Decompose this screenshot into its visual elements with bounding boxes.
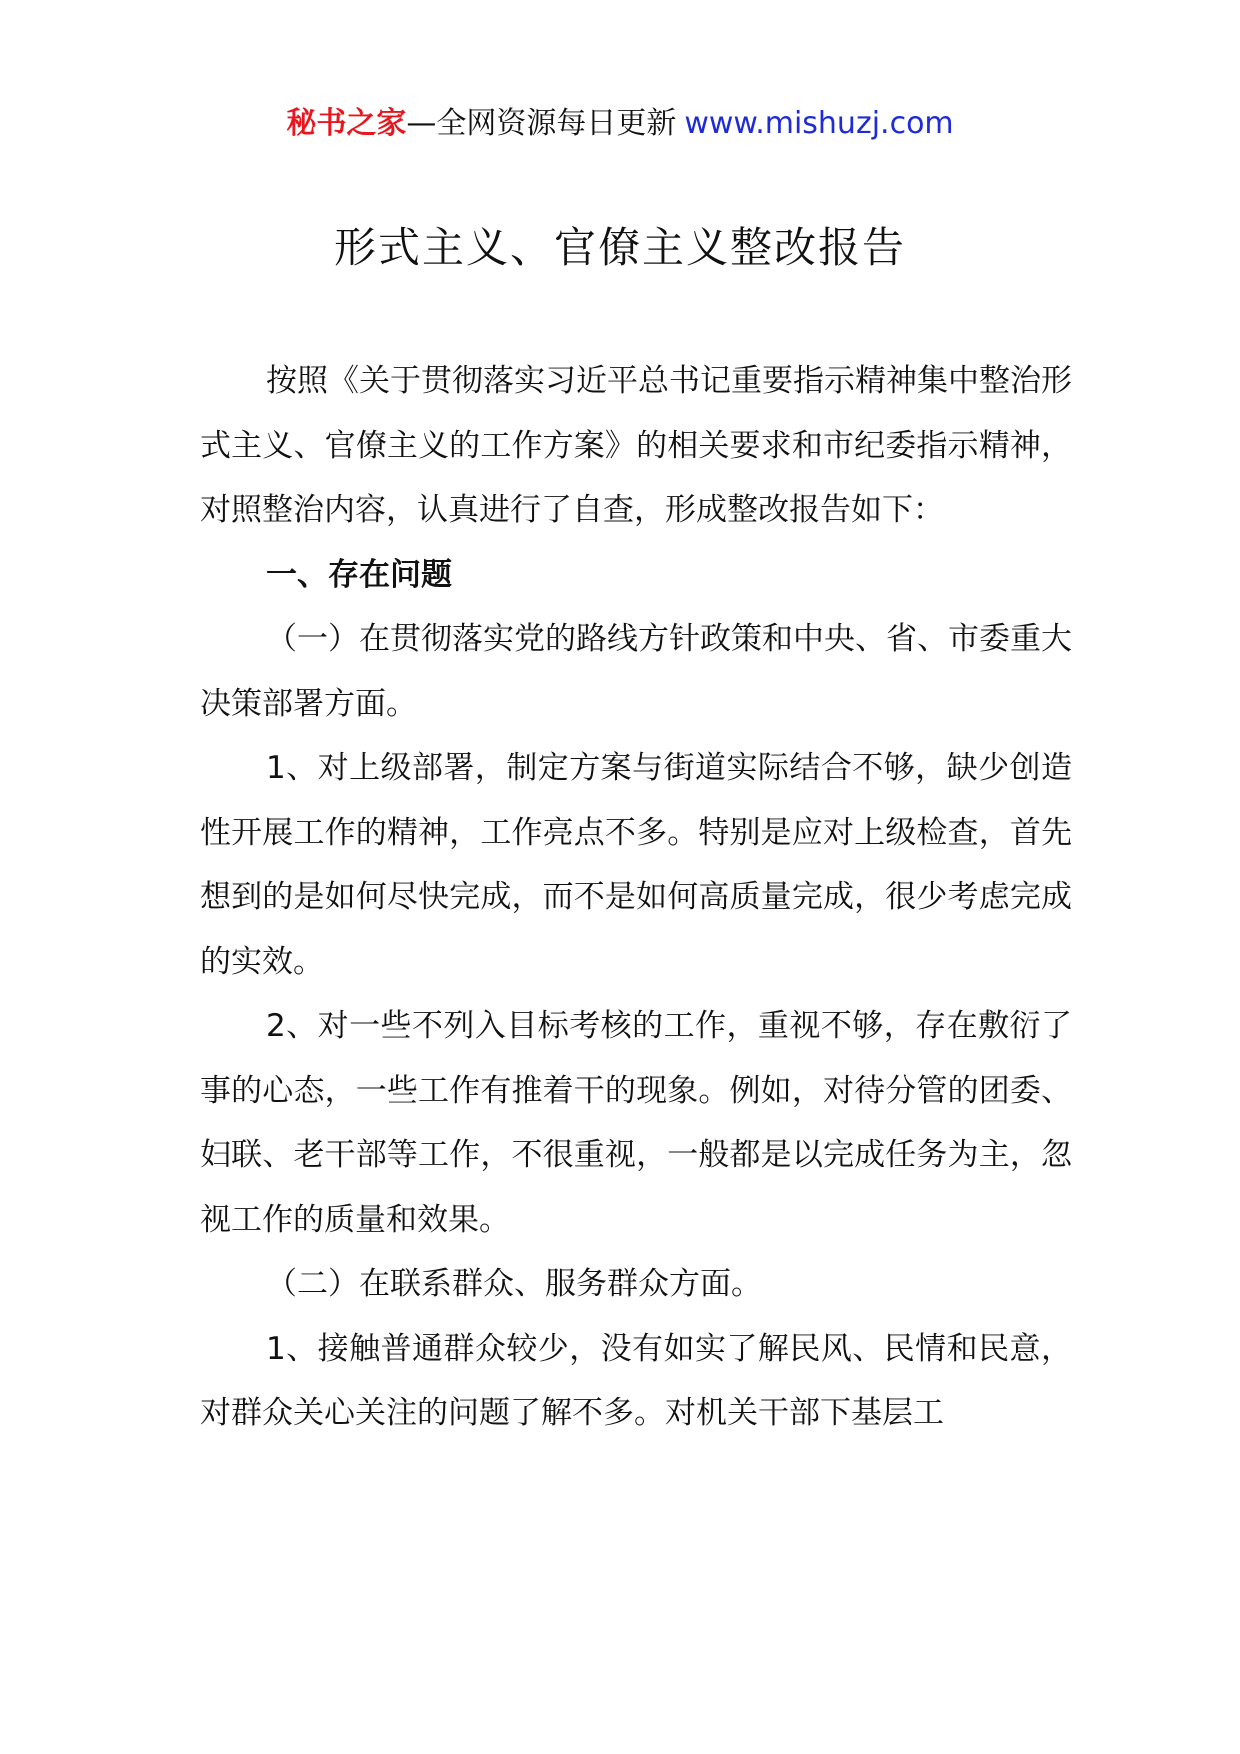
brand-name: 秘书之家 — [286, 106, 407, 141]
intro-paragraph: 按照《关于贯彻落实习近平总书记重要指示精神集中整治形式主义、官僚主义的工作方案》的相关要求和市纪委指示精神，对照整治内容，认真进行了自查，形成整改报告如下： — [200, 363, 1072, 528]
subsection-heading-2: （二）在联系群众、服务群众方面。 — [266, 1266, 762, 1302]
body-paragraph: 2、对一些不列入目标考核的工作，重视不够，存在敷衍了事的心态，一些工作有推着干的现象。例如，对待分管的团委、妇联、老干部等工作，不很重视，一般都是以完成任务为主，忽视工作的质量和效果。 — [200, 1008, 1072, 1238]
document-title: 形式主义、官僚主义整改报告 — [333, 223, 906, 272]
document-body — [200, 349, 1072, 1446]
subsection-heading-1: （一）在贯彻落实党的路线方针政策和中央、省、市委重大决策部署方面。 — [200, 621, 1072, 722]
site-header — [0, 100, 1240, 148]
body-paragraph: 1、对上级部署，制定方案与街道实际结合不够，缺少创造性开展工作的精神，工作亮点不多。特别是应对上级检查，首先想到的是如何尽快完成，而不是如何高质量完成，很少考虑完成的实效。 — [200, 750, 1072, 980]
section-heading-problems: 一、存在问题 — [266, 556, 452, 593]
body-paragraph: 1、接触普通群众较少，没有如实了解民风、民情和民意，对群众关心关注的问题了解不多。对机关干部下基层工 — [200, 1330, 1072, 1431]
site-url-link[interactable]: www.mishuzj.com — [684, 106, 954, 141]
site-tagline: —全网资源每日更新 — [406, 106, 677, 141]
